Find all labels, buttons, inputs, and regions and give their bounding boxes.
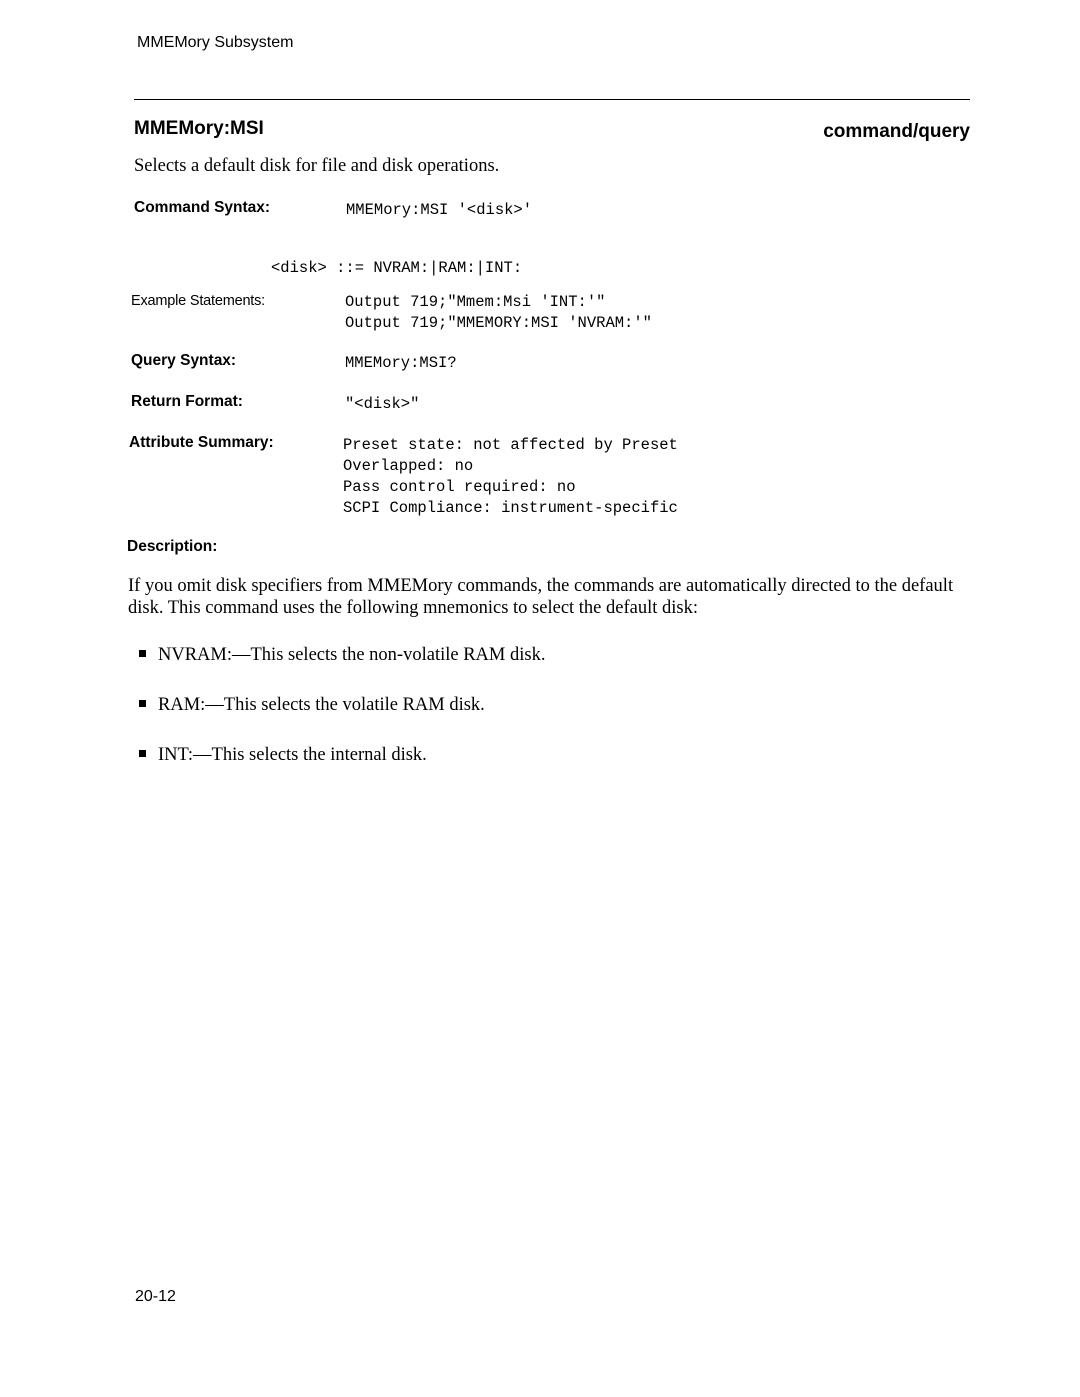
attribute-line: Overlapped: no — [343, 457, 474, 475]
return-format-label: Return Format: — [131, 393, 243, 410]
page-number: 20-12 — [135, 1288, 176, 1305]
list-item — [139, 645, 545, 666]
parameter-definition: <disk> ::= NVRAM:|RAM:|INT: — [271, 259, 523, 277]
bullet-square-icon — [139, 650, 146, 657]
description-paragraph: If you omit disk specifiers from MMEMory commands, the commands are automatically directed to the default disk. This command uses the following mnemonics to select the default disk: — [128, 576, 954, 618]
list-item-text: INT:—This selects the internal disk. — [158, 745, 427, 765]
list-item — [139, 695, 485, 716]
command-summary: Selects a default disk for file and disk operations. — [134, 156, 500, 176]
query-syntax-value: MMEMory:MSI? — [345, 354, 457, 372]
command-type: command/query — [823, 121, 970, 142]
example-statement: Output 719;"Mmem:Msi 'INT:'" — [345, 293, 606, 311]
attribute-line: Pass control required: no — [343, 478, 576, 496]
description-label: Description: — [127, 538, 218, 555]
list-item-text: NVRAM:—This selects the non-volatile RAM disk. — [158, 645, 546, 665]
attribute-line: SCPI Compliance: instrument-specific — [343, 499, 678, 517]
attribute-line: Preset state: not affected by Preset — [343, 436, 678, 454]
query-syntax-label: Query Syntax: — [131, 352, 237, 369]
bullet-square-icon — [139, 750, 146, 757]
list-item — [139, 745, 427, 766]
command-title: MMEMory:MSI — [134, 118, 264, 139]
list-item-text: RAM:—This selects the volatile RAM disk. — [158, 695, 485, 715]
return-format-value: "<disk>" — [345, 395, 420, 413]
example-statements-label: Example Statements: — [131, 293, 266, 309]
bullet-square-icon — [139, 700, 146, 707]
running-head: MMEMory Subsystem — [137, 34, 294, 51]
command-syntax-label: Command Syntax: — [134, 199, 271, 216]
command-syntax-value: MMEMory:MSI '<disk>' — [346, 201, 533, 219]
example-statement: Output 719;"MMEMORY:MSI 'NVRAM:'" — [345, 314, 652, 332]
header-rule — [134, 99, 970, 100]
attribute-summary-label: Attribute Summary: — [129, 434, 274, 451]
